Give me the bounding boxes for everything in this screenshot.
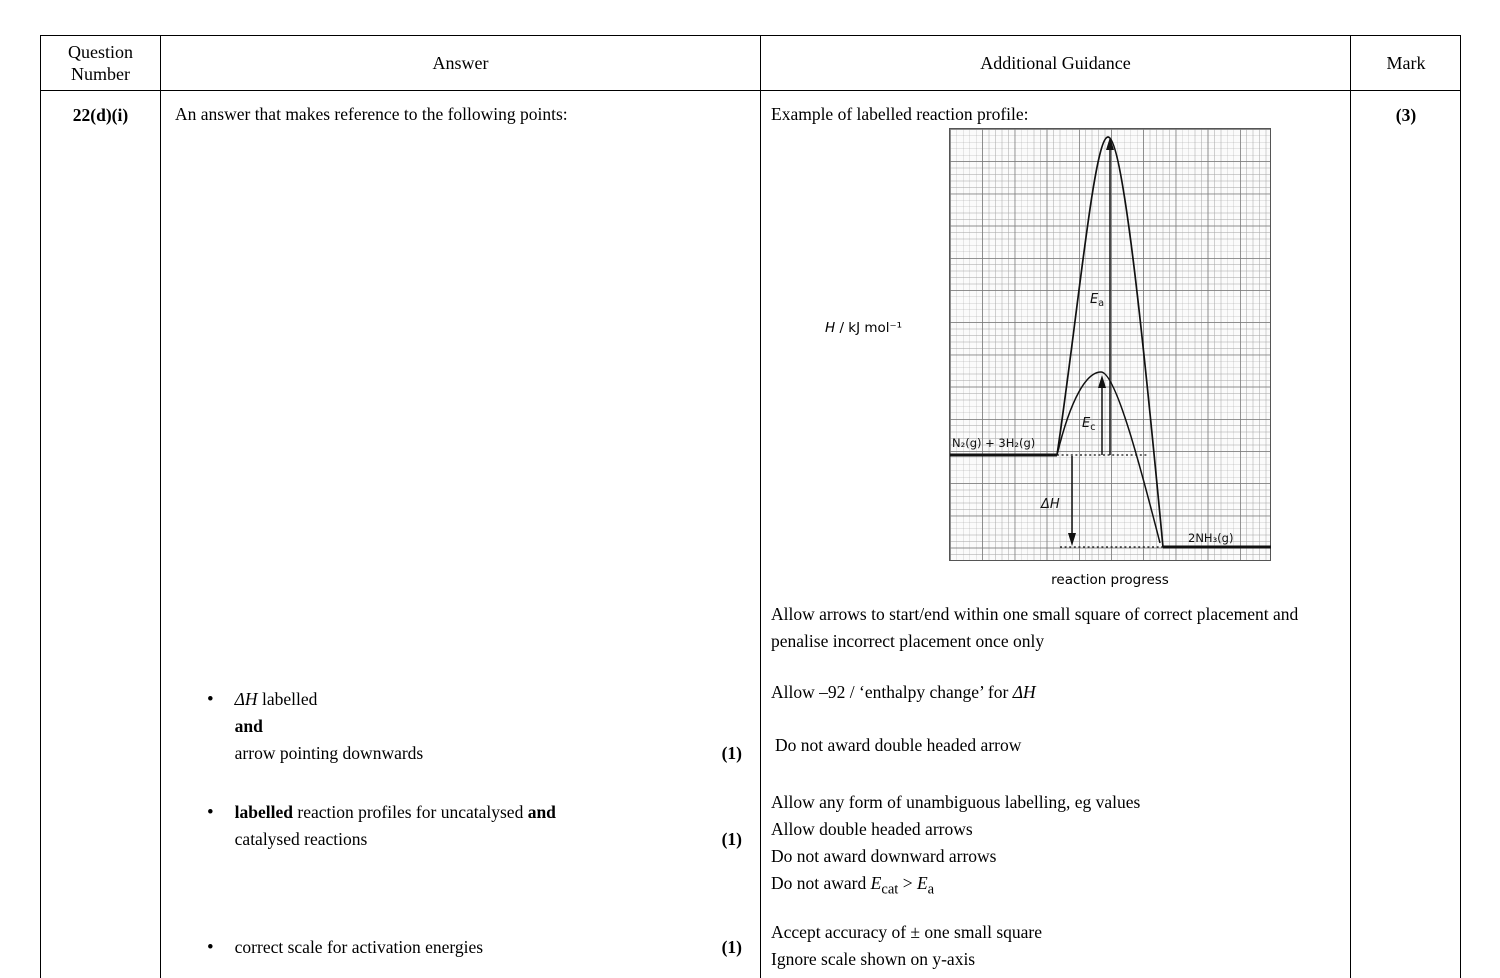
header-mark: Mark	[1351, 36, 1461, 91]
answer-bullet-1	[207, 686, 742, 767]
bullet-line	[235, 826, 742, 853]
guidance-example-heading: Example of labelled reaction profile:	[771, 104, 1029, 124]
bullet-dot: •	[207, 802, 214, 823]
bullet-mark: (1)	[721, 743, 742, 763]
header-question-number: Question Number	[41, 36, 161, 91]
y-axis-label-units: / kJ mol⁻¹	[835, 320, 903, 336]
bullet-line-text: arrow pointing downwards	[234, 743, 424, 763]
answer-cell	[161, 91, 761, 978]
bullet-dot: •	[207, 689, 214, 710]
guidance-paragraph-block	[771, 919, 1338, 973]
guidance-paragraph: Allow –92 / ‘enthalpy change’ for ΔH	[771, 682, 1036, 702]
ea-label-sub: a	[1098, 298, 1105, 309]
y-axis-label-h: H	[825, 320, 836, 336]
bullet-line: ΔH labelled	[234, 689, 318, 709]
delta-h-arrowhead	[1068, 533, 1076, 546]
question-number: 22(d)(i)	[41, 91, 161, 978]
answer-bullet-3	[207, 934, 742, 961]
ea-label	[1090, 292, 1104, 309]
bullet-mark: (1)	[721, 937, 742, 957]
bullet-line-text: catalysed reactions	[234, 829, 368, 849]
reactants-label: N₂(g) + 3H₂(g)	[952, 436, 1036, 450]
answer-intro: An answer that makes reference to the following points:	[175, 104, 568, 124]
guidance-cell	[761, 91, 1351, 978]
y-axis-label	[825, 319, 902, 337]
products-label: 2NH₃(g)	[1188, 531, 1234, 545]
answer-bullet-2	[207, 799, 742, 853]
bullet-line-text: correct scale for activation energies	[234, 937, 484, 957]
ec-label-sub: c	[1090, 422, 1096, 433]
x-axis-label: reaction progress	[1051, 572, 1169, 588]
guidance-paragraph: Allow arrows to start/end within one small square of correct placement and penalise incorrect placement once only	[771, 604, 1299, 651]
bullet-line	[235, 740, 742, 767]
header-additional-guidance: Additional Guidance	[761, 36, 1351, 91]
delta-h-label: ΔH	[1041, 497, 1060, 512]
guidance-line: Allow double headed arrows	[771, 819, 973, 839]
bullet-line: labelled reaction profiles for uncatalysed and	[234, 802, 556, 822]
guidance-line: Do not award downward arrows	[771, 846, 997, 866]
guidance-line: Accept accuracy of ± one small square	[771, 922, 1043, 942]
header-answer: Answer	[161, 36, 761, 91]
guidance-line: Do not award $E_{cat} > E_a$	[771, 873, 935, 898]
ea-label-base: E	[1090, 292, 1099, 307]
guidance-line: Ignore scale shown on y-axis	[771, 949, 976, 969]
guidance-paragraph: Do not award double headed arrow	[775, 735, 1022, 755]
ec-label-base: E	[1082, 416, 1091, 431]
bullet-line	[235, 934, 742, 961]
guidance-paragraph-block	[771, 789, 1338, 904]
bullet-dot: •	[207, 937, 214, 958]
mark-value: (3)	[1395, 105, 1417, 125]
bullet-line: and	[234, 716, 263, 736]
bullet-mark: (1)	[721, 829, 742, 849]
mark-scheme-table	[40, 35, 1461, 978]
reaction-profile-diagram	[949, 128, 1271, 561]
guidance-line: Allow any form of unambiguous labelling, eg values	[771, 792, 1141, 812]
ec-arrowhead	[1098, 375, 1106, 388]
ec-label	[1082, 416, 1095, 433]
